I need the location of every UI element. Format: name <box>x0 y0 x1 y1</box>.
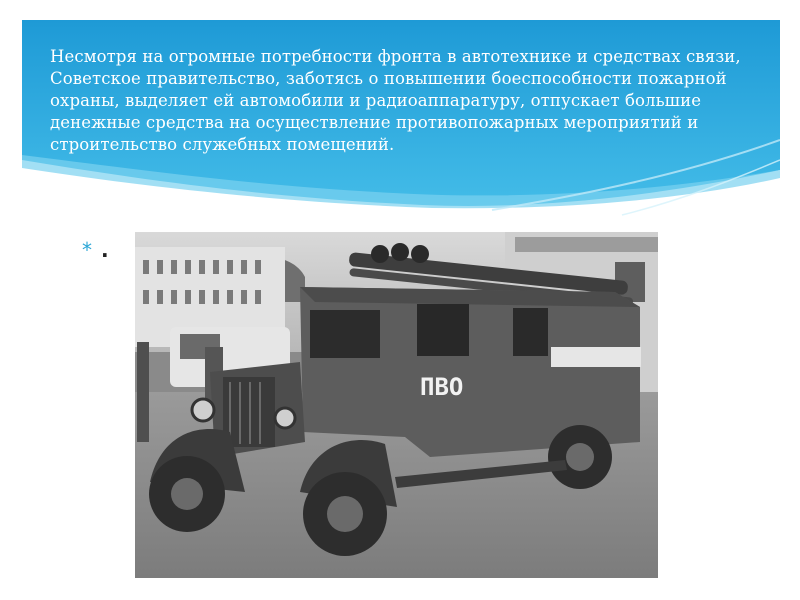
person <box>137 342 149 442</box>
bullet-text: . <box>101 238 109 262</box>
building-right-balcony <box>515 237 658 252</box>
fire-truck-photo <box>135 232 658 578</box>
header-paragraph: Несмотря на огромные потребности фронта в автотехнике и средствах связи, Советское правительство, заботясь о повышении боеспособности пожарной охраны, выделяет ей автомобили и радиоаппаратуру, отпускает большие денежные средства на осуществление противопожарных мероприятий и строительство служебных помещений. <box>50 47 741 154</box>
bullet-star: * <box>82 238 92 262</box>
door-label: ПВО <box>420 373 464 401</box>
